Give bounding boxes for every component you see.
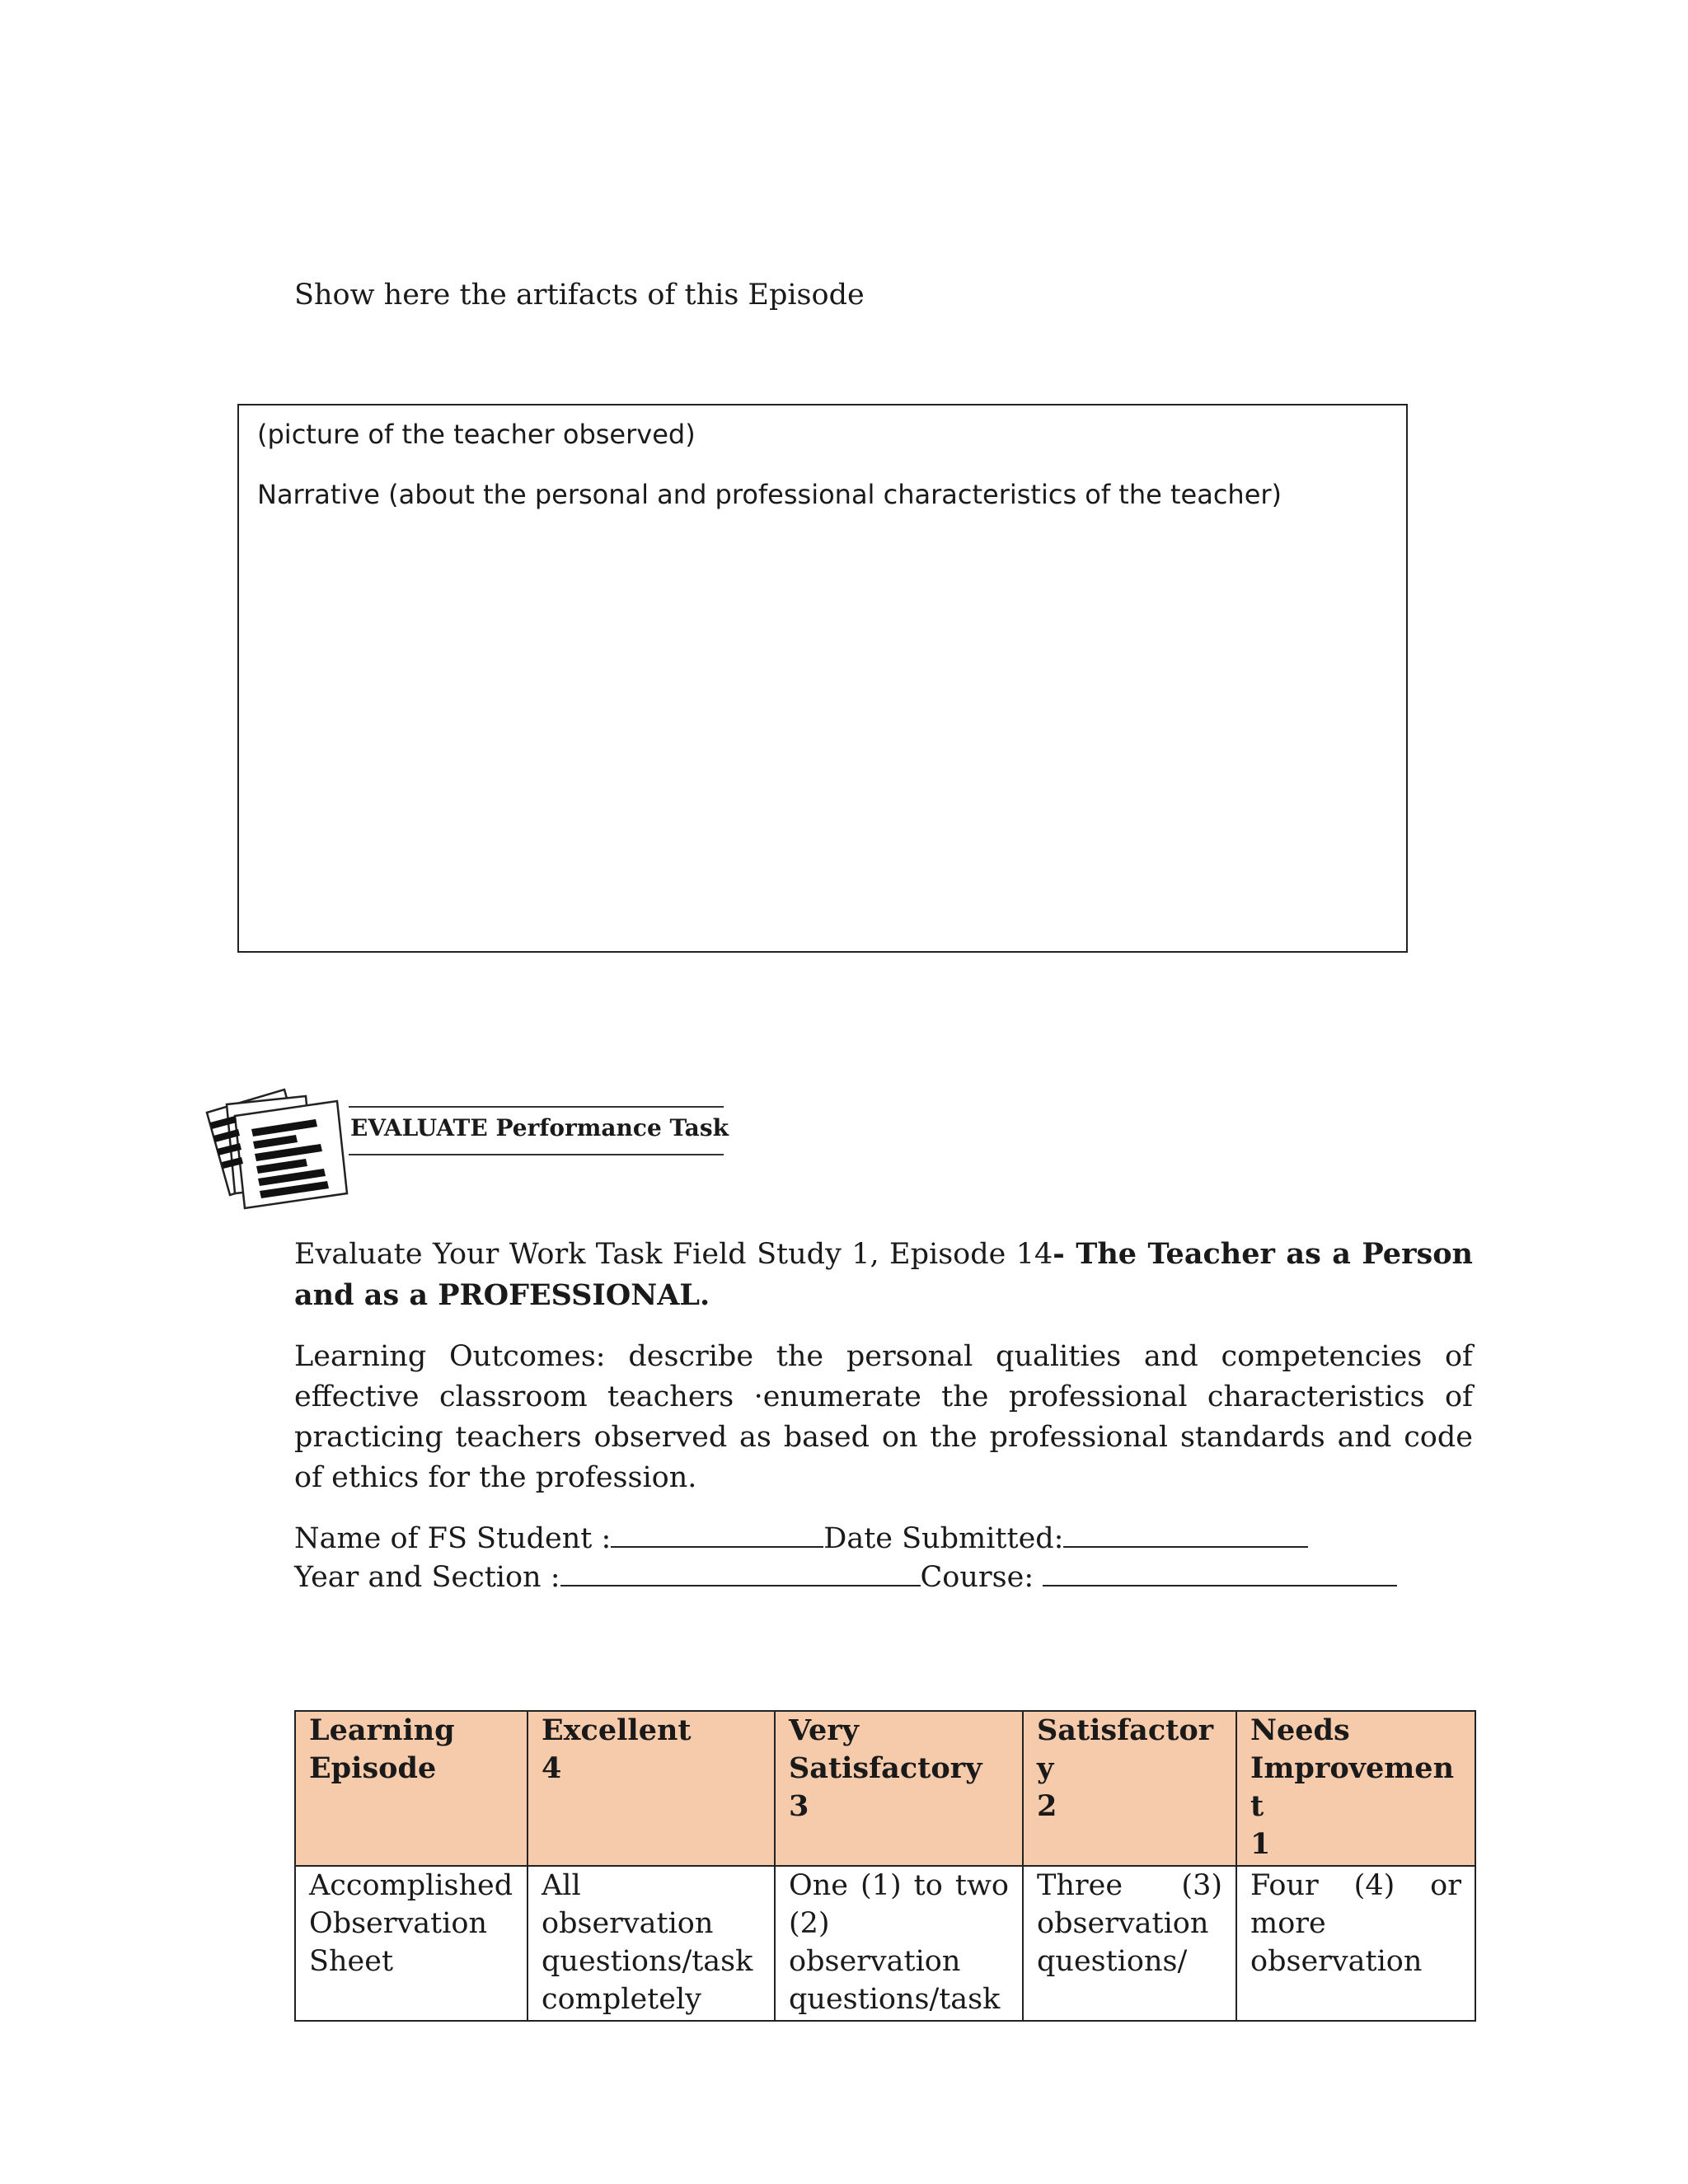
task-bold-title: - The Teacher as a Person and as a PROFESSIONAL. <box>294 1237 1473 1312</box>
artifact-instruction: Show here the artifacts of this Episode <box>294 279 865 312</box>
rubric-header-cell: Learning Episode <box>295 1711 528 1866</box>
artifact-box <box>237 404 1408 953</box>
rubric-header-row <box>295 1711 1475 1866</box>
name-label: Name of FS Student : <box>294 1522 612 1555</box>
learning-outcomes: Learning Outcomes: describe the personal qualities and competencies of effective classroom teachers ·enumerate the professional characteristics of practicing teachers observed as based on the professional standards and code of ethics for the profession. <box>294 1340 1473 1494</box>
year-field[interactable] <box>560 1560 921 1586</box>
evaluate-rule-top <box>349 1106 724 1108</box>
rubric-cell: Four (4) or more observation <box>1236 1866 1475 2021</box>
rubric-cell: Three (3) observation questions/ <box>1023 1866 1236 2021</box>
rubric-header-cell: Excellent 4 <box>528 1711 775 1866</box>
document-stack-icon <box>202 1080 350 1220</box>
name-row <box>294 1521 1308 1555</box>
rubric-cell: Accomplished Observation Sheet <box>295 1866 528 2021</box>
task-intro: Evaluate Your Work Task Field Study 1, Episode 14 <box>294 1238 1053 1271</box>
task-title <box>294 1234 1473 1316</box>
evaluate-rule-bottom <box>349 1154 724 1155</box>
date-label: Date Submitted: <box>823 1522 1064 1555</box>
rubric-header-cell: Very Satisfactory 3 <box>775 1711 1023 1866</box>
narrative-caption: Narrative (about the personal and professional characteristics of the teacher) <box>257 479 1282 510</box>
name-field[interactable] <box>611 1521 823 1548</box>
rubric-header-cell: Needs Improvement 1 <box>1236 1711 1475 1866</box>
course-field[interactable] <box>1043 1560 1397 1586</box>
rubric-header-cell: Satisfactory 2 <box>1023 1711 1236 1866</box>
year-label: Year and Section : <box>294 1561 560 1594</box>
rubric-cell: One (1) to two (2) observation questions/task <box>775 1866 1023 2021</box>
course-label: Course: <box>920 1561 1034 1594</box>
date-field[interactable] <box>1063 1521 1308 1548</box>
rubric-cell: All observation questions/task completely <box>528 1866 775 2021</box>
picture-caption: (picture of the teacher observed) <box>257 419 696 450</box>
year-row <box>294 1560 1397 1594</box>
table-row <box>295 1866 1475 2021</box>
evaluate-title: EVALUATE Performance Task <box>350 1114 729 1141</box>
rubric-table <box>294 1710 1476 2022</box>
evaluate-header <box>202 1080 729 1220</box>
